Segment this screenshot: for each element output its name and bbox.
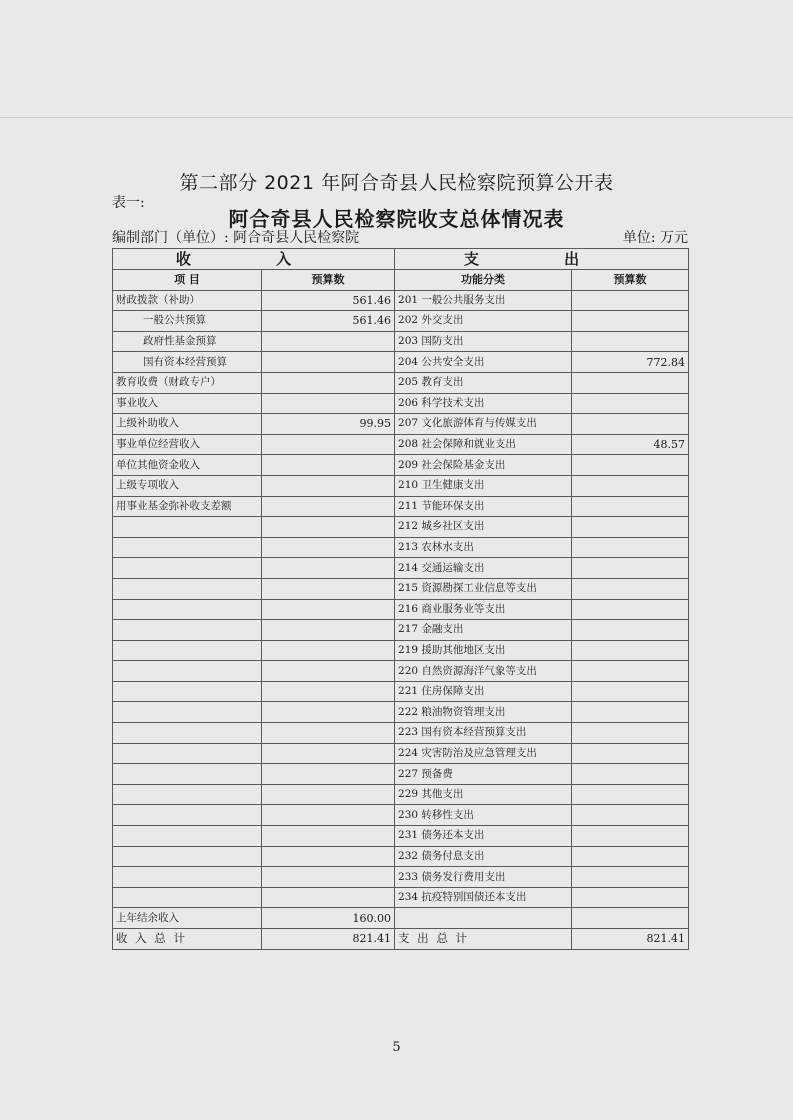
expense-value-cell [572,826,689,847]
income-item-cell [113,846,262,867]
expense-item-cell: 220 自然资源海洋气象等支出 [395,661,572,682]
income-item-cell [113,599,262,620]
income-value-cell [262,537,395,558]
item-header: 项 目 [113,270,262,291]
expense-value-cell [572,331,689,352]
income-value-cell [262,867,395,888]
table-row [113,764,689,785]
income-item-cell [113,620,262,641]
table-row [113,661,689,682]
income-item-cell [113,558,262,579]
table-row [113,867,689,888]
table-row [113,372,689,393]
department-line [112,227,359,247]
income-value-cell [262,393,395,414]
expense-item-cell: 224 灾害防治及应急管理支出 [395,743,572,764]
expense-item-cell: 234 抗疫特别国债还本支出 [395,887,572,908]
expense-item-cell: 219 援助其他地区支出 [395,640,572,661]
income-value-cell [262,805,395,826]
budget-header-income: 预算数 [262,270,395,291]
expense-item-cell: 207 文化旅游体育与传媒支出 [395,414,572,435]
expense-item-cell: 217 金融支出 [395,620,572,641]
expense-value-cell [572,393,689,414]
income-header: 收 入 [113,249,395,270]
income-total-label: 收 入 总 计 [113,929,262,950]
expense-header: 支 出 [395,249,689,270]
income-value-cell [262,517,395,538]
income-value-cell [262,372,395,393]
income-value-cell [262,496,395,517]
table-row [113,784,689,805]
income-item-cell: 用事业基金弥补收支差额 [113,496,262,517]
income-value-cell [262,434,395,455]
expense-value-cell [572,311,689,332]
income-item-cell [113,537,262,558]
expense-value-cell [572,908,689,929]
income-item-cell [113,805,262,826]
budget-table [112,248,689,950]
income-item-cell [113,784,262,805]
expense-item-cell: 222 粮油物资管理支出 [395,702,572,723]
expense-item-cell: 203 国防支出 [395,331,572,352]
expense-value-cell [572,723,689,744]
income-value-cell [262,620,395,641]
income-value-cell [262,475,395,496]
income-item-cell [113,867,262,888]
income-item-cell: 教育收费（财政专户） [113,372,262,393]
table-row [113,475,689,496]
income-item-cell [113,681,262,702]
table-row [113,846,689,867]
expense-item-cell: 206 科学技术支出 [395,393,572,414]
expense-value-cell [572,620,689,641]
expense-item-cell: 205 教育支出 [395,372,572,393]
page-number: 5 [392,1040,401,1055]
expense-value-cell [572,764,689,785]
income-value-cell [262,784,395,805]
income-item-cell [113,661,262,682]
income-value-cell [262,743,395,764]
income-value-cell [262,661,395,682]
expense-item-cell: 230 转移性支出 [395,805,572,826]
income-item-cell: 上级专项收入 [113,475,262,496]
totals-row [113,929,689,950]
expense-value-cell [572,681,689,702]
income-value-cell [262,846,395,867]
income-item-cell [113,826,262,847]
table-row [113,743,689,764]
income-item-cell: 国有资本经营预算 [113,352,262,373]
expense-value-cell [572,372,689,393]
income-item-cell: 上级补助收入 [113,414,262,435]
income-item-cell [113,517,262,538]
table-row [113,681,689,702]
income-item-cell [113,764,262,785]
income-value-cell [262,764,395,785]
expense-value-cell [572,599,689,620]
income-item-cell [113,723,262,744]
expense-value-cell [572,867,689,888]
expense-value-cell [572,455,689,476]
expense-value-cell [572,846,689,867]
expense-item-cell: 201 一般公共服务支出 [395,290,572,311]
income-total-value: 821.41 [262,929,395,950]
table-row [113,578,689,599]
income-item-cell [113,578,262,599]
income-item-cell [113,743,262,764]
expense-value-cell [572,537,689,558]
income-value-cell [262,640,395,661]
expense-item-cell: 231 债务还本支出 [395,826,572,847]
expense-item-cell: 216 商业服务业等支出 [395,599,572,620]
expense-value-cell: 48.57 [572,434,689,455]
income-item-cell: 一般公共预算 [113,311,262,332]
income-value-cell: 561.46 [262,290,395,311]
income-item-cell: 事业收入 [113,393,262,414]
expense-value-cell [572,784,689,805]
income-value-cell [262,826,395,847]
expense-value-cell [572,290,689,311]
department-label: 编制部门（单位）: [112,230,229,246]
table-row [113,805,689,826]
table-row [113,723,689,744]
unit-label: 单位: 万元 [622,230,688,246]
expense-value-cell [572,887,689,908]
income-value-cell [262,887,395,908]
income-value-cell: 561.46 [262,311,395,332]
income-value-cell: 160.00 [262,908,395,929]
expense-total-label: 支 出 总 计 [395,929,572,950]
table-row [113,393,689,414]
income-value-cell [262,681,395,702]
expense-item-cell: 223 国有资本经营预算支出 [395,723,572,744]
income-item-cell: 上年结余收入 [113,908,262,929]
income-value-cell [262,578,395,599]
table-row [113,496,689,517]
expense-value-cell [572,558,689,579]
expense-item-cell: 233 债务发行费用支出 [395,867,572,888]
income-item-cell [113,887,262,908]
table-row [113,290,689,311]
table-row [113,887,689,908]
income-item-cell [113,640,262,661]
income-value-cell [262,558,395,579]
income-value-cell [262,723,395,744]
expense-value-cell: 772.84 [572,352,689,373]
income-value-cell [262,455,395,476]
income-item-cell: 事业单位经营收入 [113,434,262,455]
expense-item-cell: 212 城乡社区支出 [395,517,572,538]
expense-item-cell: 209 社会保险基金支出 [395,455,572,476]
table-row [113,311,689,332]
income-item-cell: 财政拨款（补助） [113,290,262,311]
expense-item-cell: 210 卫生健康支出 [395,475,572,496]
expense-item-cell: 227 预备费 [395,764,572,785]
expense-value-cell [572,702,689,723]
table-row [113,537,689,558]
table-row [113,414,689,435]
expense-value-cell [572,578,689,599]
expense-item-cell: 229 其他支出 [395,784,572,805]
table-row [113,455,689,476]
table-number: 表一: [112,195,145,211]
table-row [113,702,689,723]
budget-header-expense: 预算数 [572,270,689,291]
income-item-cell: 单位其他资金收入 [113,455,262,476]
page-divider [0,117,793,118]
table-row [113,826,689,847]
table-row [113,558,689,579]
income-item-cell [113,702,262,723]
expense-item-cell: 211 节能环保支出 [395,496,572,517]
expense-value-cell [572,475,689,496]
income-value-cell [262,599,395,620]
expense-item-cell: 213 农林水支出 [395,537,572,558]
expense-total-value: 821.41 [572,929,689,950]
expense-item-cell: 232 债务付息支出 [395,846,572,867]
income-value-cell [262,352,395,373]
table-row [113,908,689,929]
expense-value-cell [572,743,689,764]
income-value-cell [262,331,395,352]
header-row-main [113,249,689,270]
part-title: 第二部分 2021 年阿合奇县人民检察院预算公开表 [179,172,614,194]
expense-item-cell: 204 公共安全支出 [395,352,572,373]
income-item-cell: 政府性基金预算 [113,331,262,352]
department-name: 阿合奇县人民检察院 [233,230,360,246]
expense-value-cell [572,805,689,826]
table-row [113,517,689,538]
table-row [113,434,689,455]
expense-item-cell: 202 外交支出 [395,311,572,332]
expense-value-cell [572,640,689,661]
table-row [113,640,689,661]
table-row [113,331,689,352]
expense-item-cell [395,908,572,929]
table-title: 阿合奇县人民检察院收支总体情况表 [228,207,565,231]
expense-item-cell: 214 交通运输支出 [395,558,572,579]
table-row [113,599,689,620]
table-row [113,352,689,373]
table-row [113,620,689,641]
expense-item-cell: 221 住房保障支出 [395,681,572,702]
category-header: 功能分类 [395,270,572,291]
expense-item-cell: 215 资源勘探工业信息等支出 [395,578,572,599]
expense-value-cell [572,661,689,682]
expense-item-cell: 208 社会保障和就业支出 [395,434,572,455]
income-value-cell: 99.95 [262,414,395,435]
income-value-cell [262,702,395,723]
expense-value-cell [572,517,689,538]
expense-value-cell [572,496,689,517]
expense-value-cell [572,414,689,435]
header-row-sub [113,270,689,291]
